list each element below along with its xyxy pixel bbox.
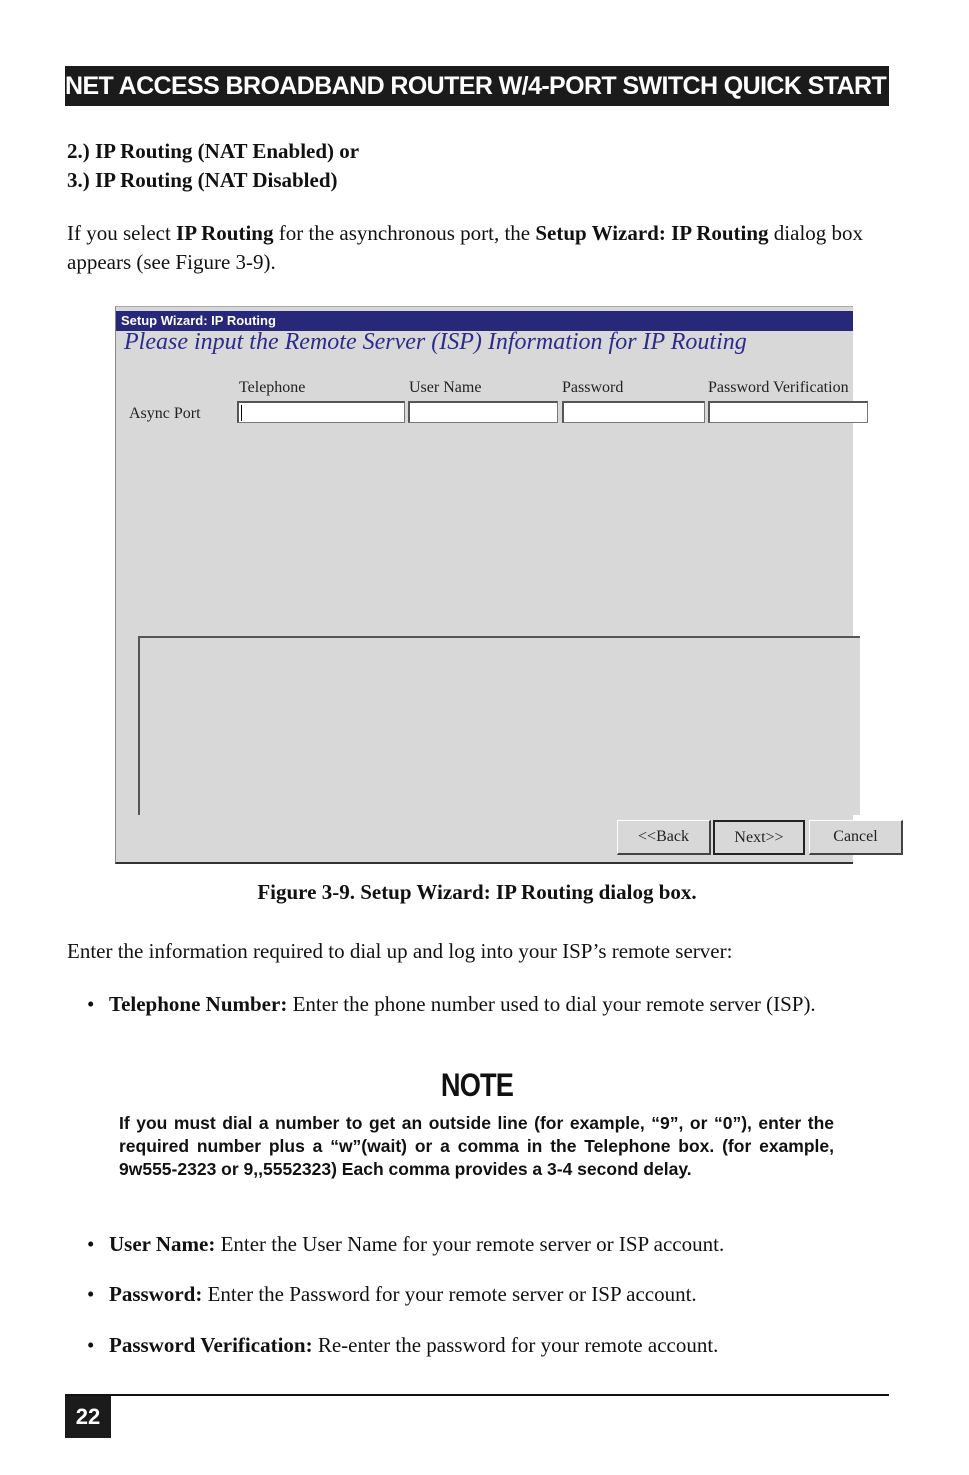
intro-text-2: for the asynchronous port, the [273,221,536,245]
bullet-icon: • [87,1282,95,1306]
column-label-telephone: Telephone [239,379,306,396]
intro-text-3: dialog box appears (see Figure 3-9). [67,221,864,274]
intro-text-1: If you select [67,221,177,245]
bullet-text: Enter the Password for your remote server or ISP account. [202,1282,697,1306]
next-button[interactable]: Next>> [713,820,805,855]
note-body: If you must dial a number to get an outside line (for example, “9”, or “0”), enter the required number plus a “w”(wait) or a comma in the Telephone box. (for example, 9w555-2323 or 9,,5552323) Each comma provides a 3-4 second delay. [119,1113,834,1179]
intro-bold-setup-wizard: Setup Wizard: IP Routing [535,221,769,245]
user-name-input[interactable] [408,401,558,423]
back-button[interactable]: <<Back [617,820,711,855]
intro-paragraph [67,219,887,277]
bullet-password-verification [87,1331,887,1360]
bullet-label: User Name: [109,1232,216,1256]
bullet-label: Password Verification: [109,1333,313,1357]
password-verification-input[interactable] [708,401,868,423]
note-title: NOTE [440,1067,514,1103]
bullet-text: Re-enter the password for your remote account. [312,1333,719,1357]
page-header: NET ACCESS BROADBAND ROUTER W/4-PORT SWITCH QUICK START GUIDE [65,66,889,106]
dialog-heading: Please input the Remote Server (ISP) Information for IP Routing [124,329,747,355]
section-heading-nat-disabled: 3.) IP Routing (NAT Disabled) [67,168,338,192]
bullet-user-name [87,1230,887,1259]
bullet-icon: • [87,1232,95,1256]
setup-wizard-dialog [115,306,878,864]
bullet-label: Telephone Number: [109,992,288,1016]
footer-rule [65,1394,889,1396]
bullet-text: Enter the phone number used to dial your remote server (ISP). [287,992,816,1016]
page-number: 22 [65,1396,111,1438]
row-label-async-port: Async Port [129,405,201,422]
column-label-password-verification: Password Verification [708,379,849,396]
telephone-input[interactable] [237,401,405,423]
message-area [138,636,860,815]
password-input[interactable] [562,401,705,423]
cancel-button[interactable]: Cancel [809,820,903,855]
column-label-password: Password [562,379,624,396]
bullet-text: Enter the User Name for your remote server or ISP account. [215,1232,725,1256]
section-heading-nat-enabled: 2.) IP Routing (NAT Enabled) or [67,139,360,163]
enter-info-paragraph: Enter the information required to dial up and log into your ISP’s remote server: [67,939,733,963]
bullet-icon: • [87,1333,95,1357]
column-label-user-name: User Name [409,379,482,396]
bullet-telephone-number [87,990,887,1019]
text-cursor [241,405,242,421]
bullet-icon: • [87,992,95,1016]
figure-caption: Figure 3-9. Setup Wizard: IP Routing dialog box. [257,880,697,904]
bullet-label: Password: [109,1282,203,1306]
intro-bold-ip-routing: IP Routing [176,221,274,245]
bullet-password [87,1280,887,1309]
dialog-title-bar: Setup Wizard: IP Routing [116,311,853,331]
